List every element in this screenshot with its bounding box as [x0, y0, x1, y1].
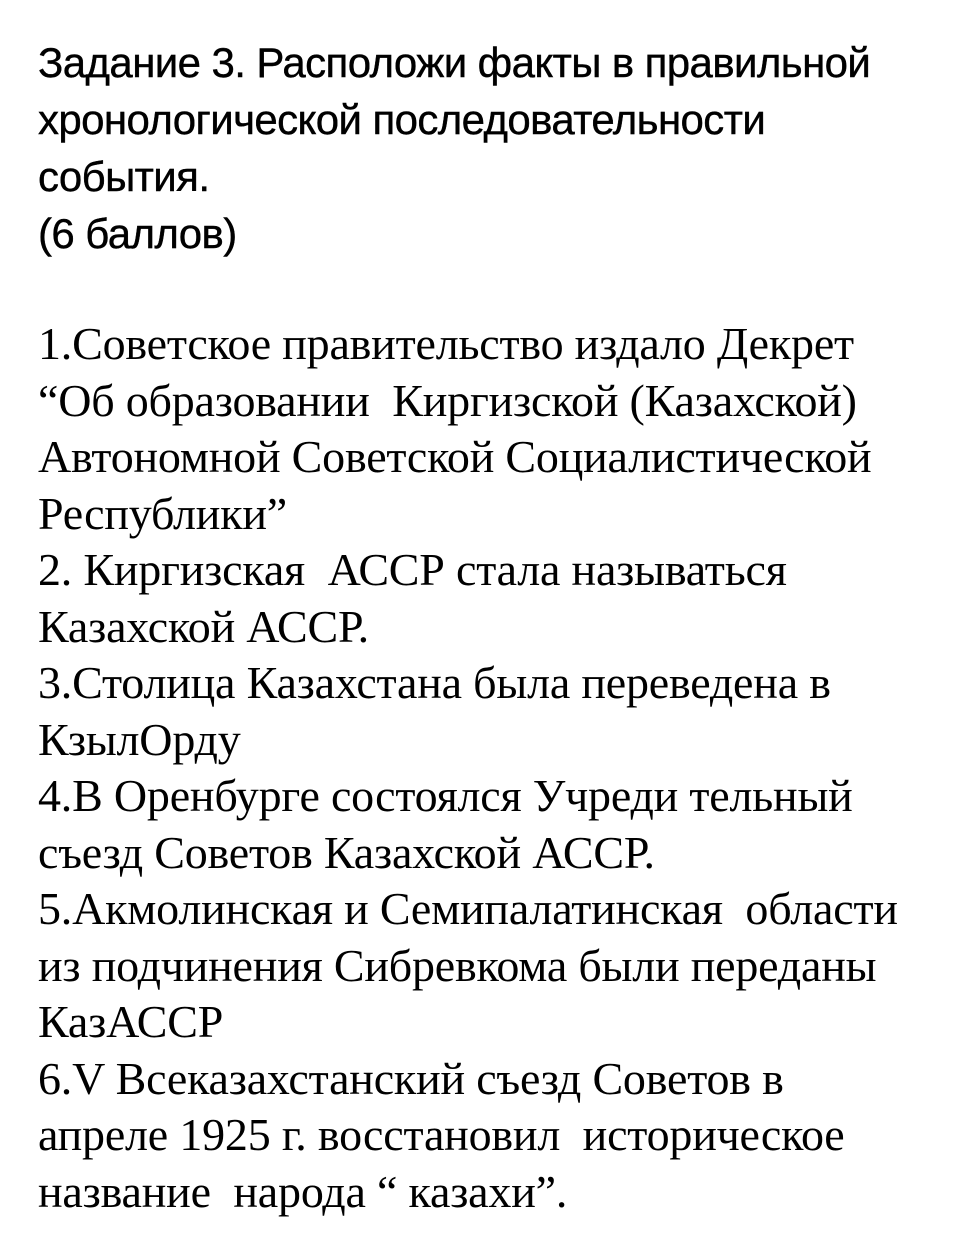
- fact-item-1: [38, 316, 968, 542]
- fact-line: КазАССР: [38, 996, 224, 1047]
- fact-line: 3.Столица Казахстана была переведена в: [38, 657, 831, 708]
- fact-item-3: [38, 655, 968, 768]
- fact-line: из подчинения Сибревкома были переданы: [38, 939, 877, 991]
- task-title-line: хронологической последовательности: [38, 96, 766, 143]
- fact-line: 1.Советское правительство издало Декрет: [38, 318, 854, 369]
- fact-item-2: [38, 542, 968, 655]
- fact-line: Казахской АССР.: [38, 600, 369, 652]
- facts-list: [38, 316, 968, 1220]
- fact-line: съезд Советов Казахской АССР.: [38, 826, 655, 878]
- fact-line: 2. Киргизская АССР стала называться: [38, 544, 787, 595]
- fact-line: апреле 1925 г. восстановил историческое: [38, 1109, 845, 1160]
- fact-line: Автономной Советской Социалистической: [38, 431, 872, 482]
- fact-item-5: [38, 881, 968, 1051]
- task-title-line: события.: [38, 153, 210, 200]
- fact-line: “Об образовании Киргизской (Казахской): [38, 374, 857, 426]
- fact-item-6: [38, 1051, 968, 1221]
- fact-item-4: [38, 768, 968, 881]
- fact-line: название народа “ казахи”.: [38, 1165, 568, 1217]
- fact-line: 4.В Оренбурге состоялся Учреди тельный: [38, 770, 853, 821]
- fact-line: 6.V Всеказахстанский съезд Советов в: [38, 1052, 784, 1104]
- fact-line: КзылОрду: [38, 713, 241, 765]
- fact-line: Республики”: [38, 487, 287, 539]
- task-points: (6 баллов): [38, 210, 237, 257]
- fact-line: 5.Акмолинская и Семипалатинская области: [38, 883, 898, 934]
- task-heading: [38, 34, 968, 262]
- task-title-line: Задание 3. Расположи факты в правильной: [38, 39, 871, 86]
